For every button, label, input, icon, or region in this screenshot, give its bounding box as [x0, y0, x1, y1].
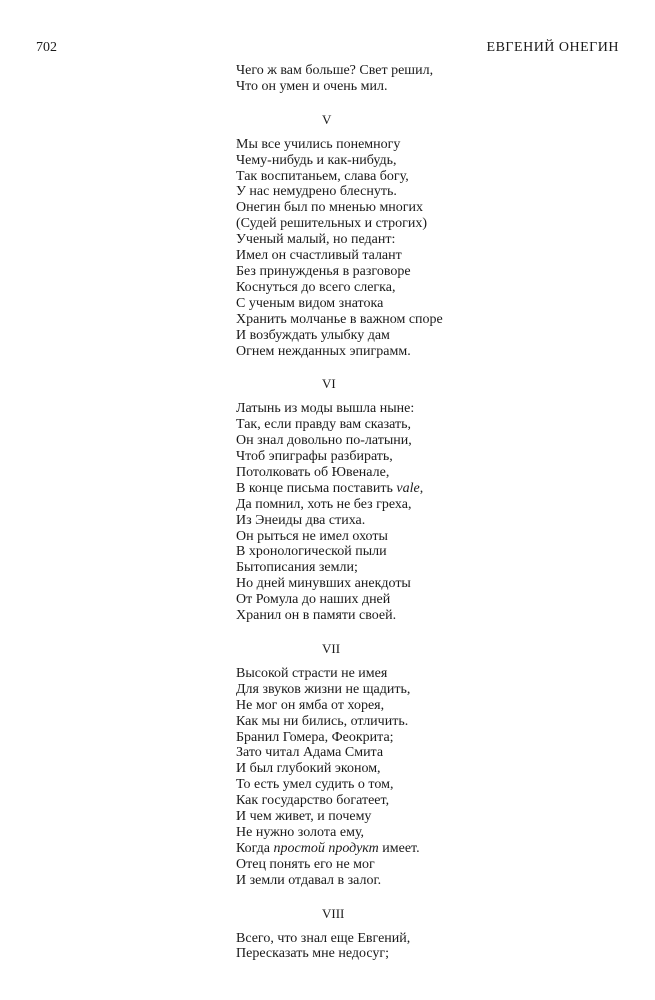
poem-line: В хронологической пыли: [236, 544, 387, 560]
poem-line: Всего, что знал еще Евгений,: [236, 930, 411, 946]
poem-line: Хранить молчанье в важном споре: [236, 311, 443, 327]
stanza-number: VI: [322, 376, 336, 392]
poem-line: Мы все учились понемногу: [236, 136, 401, 152]
poem-line: Что он умен и очень мил.: [236, 78, 388, 94]
italic-word: vale: [396, 480, 420, 496]
stanza-7: [236, 666, 616, 889]
poem-line: Бытописания земли;: [236, 560, 358, 576]
poem-line: Коснуться до всего слегка,: [236, 279, 396, 295]
poem-line: И был глубокий эконом,: [236, 761, 381, 777]
line-text: имеет.: [378, 840, 420, 856]
stanza-6: [236, 401, 616, 624]
poem-line: Зато читал Адама Смита: [236, 745, 384, 761]
poem-line: Чтоб эпиграфы разбирать,: [236, 449, 393, 465]
poem-line: [236, 481, 616, 497]
poem-line: То есть умел судить о том,: [236, 777, 394, 793]
poem-line: И возбуждать улыбку дам: [236, 327, 390, 343]
stanza-5: [236, 137, 616, 360]
poem-line: Бранил Гомера, Феокрита;: [236, 729, 394, 745]
poem-line: Он рыться не имел охоты: [236, 528, 388, 544]
poem-line: Из Энеиды два стиха.: [236, 512, 366, 528]
stanza-number: VIII: [322, 905, 345, 921]
poem-line: От Ромула до наших дней: [236, 592, 391, 608]
poem-line: Да помнил, хоть не без греха,: [236, 496, 412, 512]
poem-line: Потолковать об Ювенале,: [236, 464, 390, 480]
poem-line: Не нужно золота ему,: [236, 824, 365, 840]
poem-line: Чего ж вам больше? Свет решил,: [236, 63, 434, 78]
poem-line: Он знал довольно по-латыни,: [236, 433, 412, 449]
poem-line: Без принужденья в разговоре: [236, 263, 411, 279]
poem-line: (Судей решительных и строгих): [236, 216, 428, 232]
stanza-8: [236, 931, 616, 963]
poem-line: Так, если правду вам сказать,: [236, 417, 411, 433]
poem-line: Не мог он ямба от хорея,: [236, 697, 385, 713]
poem-line: У нас немудрено блеснуть.: [236, 184, 397, 200]
poem-line: Ученый малый, но педант:: [236, 232, 396, 248]
poem-line: Имел он счастливый талант: [236, 248, 402, 264]
poem-line: Отец понять его не мог: [236, 856, 375, 872]
poem-line: Как государство богатеет,: [236, 793, 390, 809]
poem-line: Онегин был по мненью многих: [236, 200, 424, 216]
line-text: ,: [419, 480, 424, 496]
poem-line: Пересказать мне недосуг;: [236, 946, 390, 962]
poem-line: С ученым видом знатока: [236, 295, 384, 311]
poem-line: [236, 841, 616, 857]
poem-line: И земли отдавал в залог.: [236, 872, 382, 888]
poem-line: Хранил он в памяти своей.: [236, 608, 397, 624]
poem-line: Как мы ни бились, отличить.: [236, 713, 409, 729]
page-header: [36, 40, 619, 60]
poem-line: Так воспитаньем, слава богу,: [236, 168, 409, 184]
stanza-number: VII: [322, 641, 341, 656]
line-text: В конце письма поставить: [236, 480, 397, 496]
poem-line: Для звуков жизни не щадить,: [236, 681, 411, 697]
poem-line: Чему-нибудь и как-нибудь,: [236, 152, 397, 168]
poem-line: И чем живет, и почему: [236, 809, 372, 825]
poem-line: Огнем нежданных эпиграмм.: [236, 343, 411, 359]
line-text: Когда: [236, 840, 274, 856]
poem-line: Латынь из моды вышла ныне:: [236, 401, 415, 417]
poem-line: Высокой страсти не имея: [236, 665, 388, 681]
italic-phrase: простой продукт: [273, 840, 379, 856]
page-number: 702: [36, 40, 57, 55]
running-title: ЕВГЕНИЙ ОНЕГИН: [486, 40, 619, 55]
stanza-number: V: [322, 111, 332, 127]
poem-text: [236, 63, 616, 962]
poem-line: Но дней минувших анекдоты: [236, 576, 411, 592]
